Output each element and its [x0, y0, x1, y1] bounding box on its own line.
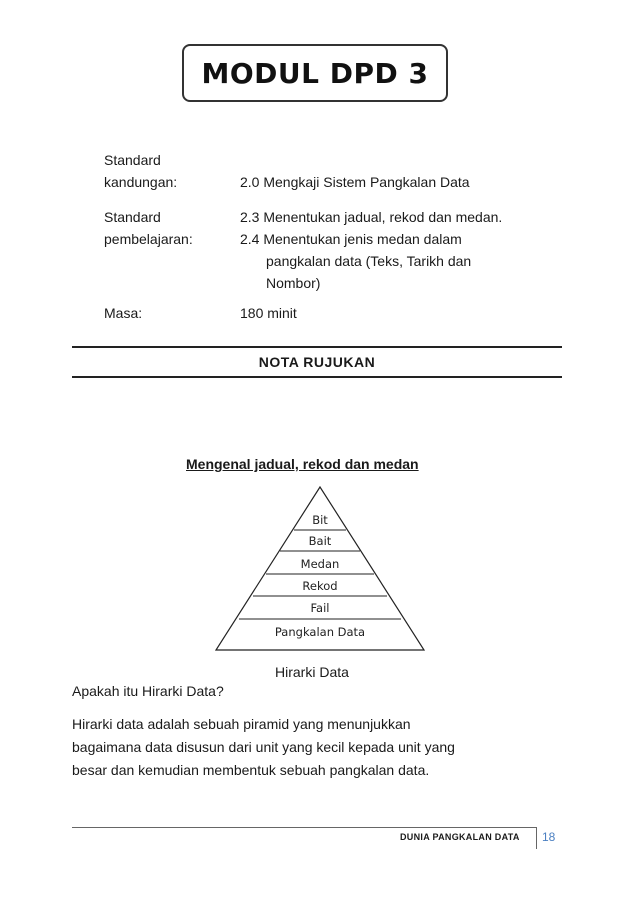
masa-label: Masa: [104, 305, 143, 321]
label-line: kandungan: [104, 174, 178, 190]
pyramid-caption: Hirarki Data [275, 664, 349, 680]
footer-rule [72, 827, 536, 828]
value-line: Nombor) [266, 275, 321, 291]
module-title: MODUL DPD 3 [201, 56, 429, 90]
pyramid-level-bit: Bit [312, 513, 328, 527]
section-title: NOTA RUJUKAN [258, 354, 376, 370]
pyramid-heading: Mengenal jadual, rekod dan medan [186, 456, 419, 472]
masa-value: 180 minit [240, 305, 297, 321]
footer-title: DUNIA PANGKALAN DATA [400, 832, 520, 842]
paragraph-line: besar dan kemudian membentuk sebuah pangkalan data. [72, 762, 430, 778]
pyramid-level-rekod: Rekod [302, 579, 338, 593]
page-number: 18 [542, 830, 556, 844]
value-line: 2.3 Menentukan jadual, rekod dan medan. [240, 209, 503, 225]
pyramid-level-bait: Bait [308, 534, 332, 548]
paragraph-line: Hirarki data adalah sebuah piramid yang menunjukkan [72, 716, 411, 732]
paragraph [72, 713, 552, 782]
label-line: Standard [104, 152, 161, 168]
standard-kandungan-value: 2.0 Mengkaji Sistem Pangkalan Data [240, 174, 470, 190]
pyramid-level-pangkalan-data: Pangkalan Data [274, 625, 366, 639]
label-line: pembelajaran: [104, 231, 193, 247]
pyramid-level-fail: Fail [310, 601, 330, 615]
value-line: pangkalan data (Teks, Tarikh dan [266, 253, 472, 269]
label-line: Standard [104, 209, 161, 225]
paragraph-line: bagaimana data disusun dari unit yang kecil kepada unit yang [72, 739, 455, 755]
pyramid-level-medan: Medan [300, 557, 340, 571]
question-text: Apakah itu Hirarki Data? [72, 683, 224, 699]
value-line: 2.4 Menentukan jenis medan dalam [240, 231, 462, 247]
footer-separator [536, 827, 537, 849]
